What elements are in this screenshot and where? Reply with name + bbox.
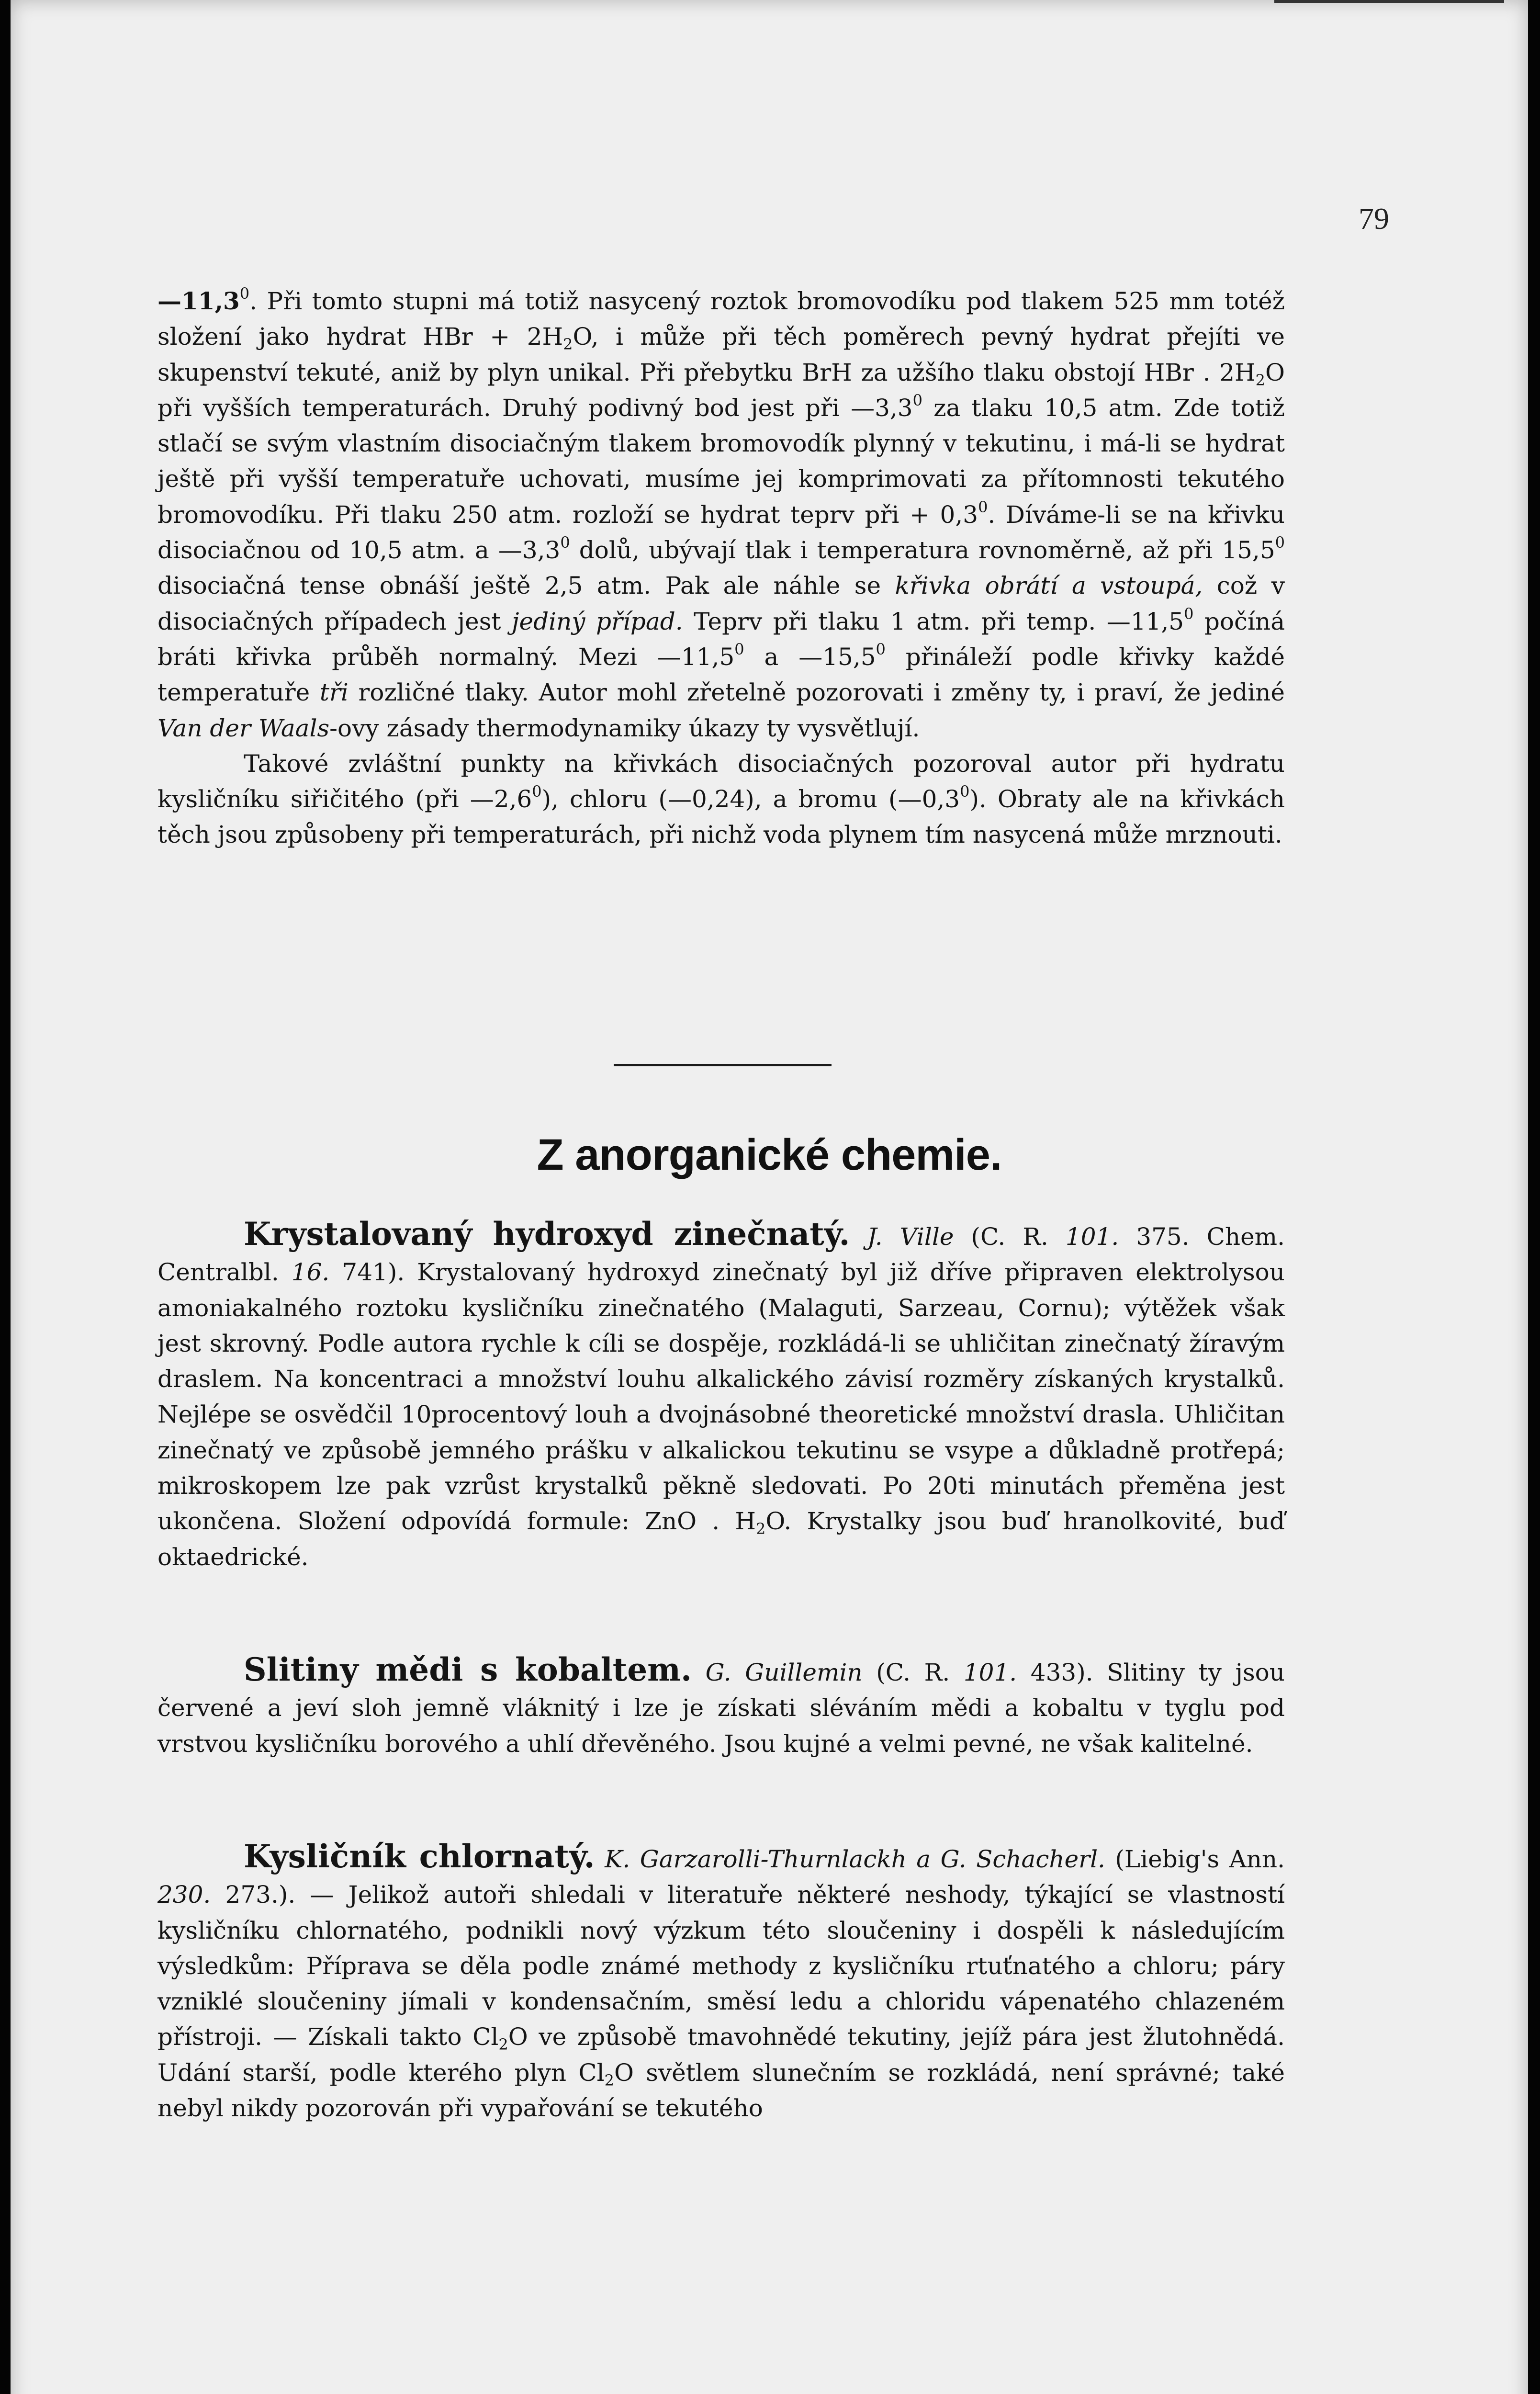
text-run: a —15,5 <box>744 643 876 671</box>
text-run: 433). Slitiny ty jsou červené a jeví sloh jemně vláknitý i lze je získati sléváním mědi a kobaltu v tyglu pod vrstvou kysličníku borového a uhlí dřevěného. Jsou kujné a velmi pevné, ne však kalitelné. <box>157 1659 1285 1758</box>
volume-number: 230. <box>157 1881 211 1909</box>
volume-number: 16. <box>291 1258 330 1287</box>
temperature-value: —11,3 <box>157 287 240 315</box>
text-run: počíná bráti křivka průběh normalný. Mezi —11,5 <box>157 607 1285 671</box>
article-zinc-hydroxide <box>157 1216 1285 1575</box>
text-run: O ve způsobě tmavohnědé tekutiny, jejíž pára jest žlutohnědá. Udání starší, podle kterého plyn Cl <box>157 2023 1285 2087</box>
article-author: K. Garzarolli-Thurnlackh a G. Schacherl. <box>605 1845 1105 1873</box>
text-run: ), chloru (—0,24), a bromu (—0,3 <box>541 785 960 813</box>
scanned-page <box>11 0 1528 2394</box>
text-run: což v disociačných případech jest <box>157 572 1285 635</box>
degree-sup: 0 <box>560 533 570 552</box>
article-chlorine-monoxide <box>157 1839 1285 2126</box>
degree-sup: 0 <box>978 497 988 516</box>
emphasis-text: tři <box>319 678 348 707</box>
text-run: (Liebig's Ann. <box>1105 1845 1285 1873</box>
section-heading: Z anorganické chemie. <box>537 1130 1002 1179</box>
text-run: 273.). — Jelikož autoři shledali v literatuře některé neshody, týkající se vlastností kysličníku chlornatého, podnikli nový výzkum této sloučeniny i dospěli k následujícím výsledkům: Příprava se děla podle známé methody z kysličníku rtuťnatého a chloru; páry vzniklé sloučeniny jímali v kondensačním, směsí ledu a chloridu vápenatého chlazeném přístroji. — Získali takto Cl <box>157 1881 1285 2051</box>
article-paragraph <box>157 1652 1285 1762</box>
text-run: -ovy zásady thermodynamiky úkazy ty vysvětlují. <box>329 714 920 742</box>
article-title: Slitiny mědi s kobaltem. <box>244 1651 692 1688</box>
volume-number: 101. <box>1065 1223 1119 1251</box>
text-run: Takové zvláštní punkty na křivkách disociačných pozoroval autor při hydratu kysličníku siřičitého (při —2,6 <box>157 749 1285 813</box>
text-run: O při vyšších temperaturách. Druhý podivný bod jest při —3,3 <box>157 358 1285 422</box>
article-author: J. Ville <box>867 1223 954 1251</box>
text-run: rozličné tlaky. Autor mohl zřetelně pozorovati i změny ty, i praví, že jediné <box>348 678 1285 707</box>
text-run: O světlem slunečním se rozkládá, není správné; také nebyl nikdy pozorován při vypařování se tekutého <box>157 2058 1285 2123</box>
text-run: 741). Krystalovaný hydroxyd zinečnatý byl již dříve připraven elektrolysou amoniakalného roztoku kysličníku zinečnatého (Malaguti, Sarzeau, Cornu); výtěžek však jest skrovný. Podle autora rychle k cíli se dospěje, rozkládá-li se uhličitan zinečnatý žíravým draslem. Na koncentraci a množství louhu alkalického závisí rozměry získaných krystalků. Nejlépe se osvědčil 10procentový louh a dvojnásobné theoretické množství drasla. Uhličitan zinečnatý ve způsobě jemného prášku v alkalickou tekutinu se vsype a důkladně protřepá; mikroskopem lze pak vzrůst krystalků pěkně sledovati. Po 20ti minutách přeměna jest ukončena. Složení odpovídá formule: ZnO . H <box>157 1258 1285 1536</box>
text-run: . Při tomto stupni má totiž nasycený roztok bromovodíku pod tlakem 525 mm totéž složení jako hydrat HBr + 2H <box>157 287 1285 351</box>
intro-paragraph-1 <box>157 283 1285 746</box>
emphasis-text: jediný případ. <box>511 607 683 635</box>
subscript: 2 <box>755 1520 766 1538</box>
intro-text-block <box>157 283 1285 853</box>
text-run: O. Krystalky jsou buď hranolkovité, buď oktaedrické. <box>157 1507 1285 1571</box>
subscript: 2 <box>498 2035 508 2054</box>
article-copper-cobalt-alloys <box>157 1652 1285 1762</box>
text-run: O, i může při těch poměrech pevný hydrat přejíti ve skupenství tekuté, aniž by plyn unikal. Při přebytku BrH za užšího tlaku obstojí HBr . 2H <box>157 323 1285 386</box>
degree-sup: 0 <box>960 782 970 801</box>
degree-sup: 0 <box>876 640 886 658</box>
degree-sup: 0 <box>532 782 542 801</box>
text-run: za tlaku 10,5 atm. Zde totiž stlačí se svým vlastním disociačným tlakem bromovodík plynný v tekutinu, i má-li se hydrat ještě při vyšší temperatuře uchovati, musíme jej komprimovati za přítomnosti tekutého bromovodíku. Při tlaku 250 atm. rozloží se hydrat teprv při + 0,3 <box>157 394 1285 529</box>
degree-sup: 0 <box>912 391 922 409</box>
subscript: 2 <box>1255 371 1265 389</box>
article-title: Kysličník chlornatý. <box>244 1838 595 1875</box>
article-paragraph <box>157 1216 1285 1575</box>
degree-sup: 0 <box>239 284 250 303</box>
degree-sup: 0 <box>1275 533 1285 552</box>
text-run: disociačná tense obnáší ještě 2,5 atm. Pak ale náhle se <box>157 572 895 600</box>
intro-paragraph-2 <box>157 746 1285 853</box>
text-run: dolů, ubývají tlak i temperatura rovnoměrně, až při 15,5 <box>570 536 1275 565</box>
article-title: Krystalovaný hydroxyd zinečnatý. <box>244 1215 850 1253</box>
section-divider <box>614 1064 832 1066</box>
page-number: 79 <box>1359 202 1389 236</box>
article-author: G. Guillemin <box>705 1659 863 1686</box>
subscript: 2 <box>604 2071 614 2089</box>
degree-sup: 0 <box>734 640 744 658</box>
scan-edge-mark <box>1274 0 1504 3</box>
text-run: přináleží podle křivky každé temperatuře <box>157 643 1285 707</box>
text-run: (C. R. <box>862 1659 964 1686</box>
text-run: ). Obraty ale na křivkách těch jsou způsobeny při temperaturách, při nichž voda plynem tím nasycená může mrznouti. <box>157 785 1285 849</box>
emphasis-text: křivka obrátí a vstoupá, <box>895 572 1203 600</box>
emphasis-text: Van der Waals <box>157 714 330 742</box>
degree-sup: 0 <box>1184 604 1194 623</box>
text-run: (C. R. <box>954 1223 1066 1251</box>
article-paragraph <box>157 1839 1285 2126</box>
volume-number: 101. <box>963 1659 1017 1686</box>
subscript: 2 <box>563 335 573 354</box>
text-run: 375. Chem. Centralbl. <box>157 1223 1285 1287</box>
text-run: Teprv při tlaku 1 atm. při temp. —11,5 <box>683 607 1184 635</box>
text-run: . Díváme-li se na křivku disociačnou od 10,5 atm. a —3,3 <box>157 500 1285 565</box>
